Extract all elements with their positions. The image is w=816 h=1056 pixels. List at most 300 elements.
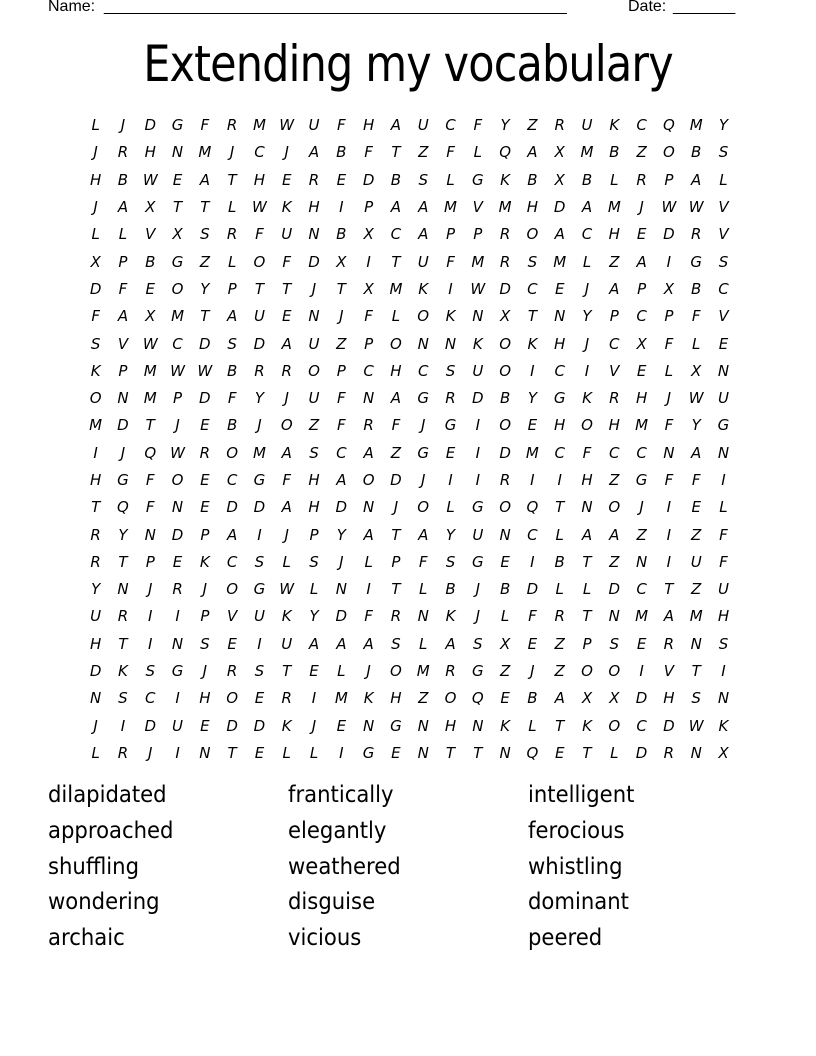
grid-cell[interactable]: N [417, 716, 429, 735]
grid-cell[interactable]: F [282, 471, 292, 489]
grid-cell[interactable]: C [554, 443, 565, 462]
grid-cell[interactable]: V [145, 225, 156, 244]
grid-cell[interactable]: M [553, 252, 567, 271]
grid-cell[interactable]: A [336, 471, 347, 489]
grid-cell[interactable]: K [445, 607, 456, 626]
grid-cell[interactable]: C [636, 116, 647, 135]
grid-cell[interactable]: W [142, 334, 158, 353]
grid-cell[interactable]: Z [636, 143, 647, 162]
grid-cell[interactable]: G [417, 389, 430, 408]
grid-cell[interactable]: V [718, 225, 729, 244]
grid-cell[interactable]: A [418, 225, 429, 244]
grid-cell[interactable]: G [635, 471, 648, 489]
grid-cell[interactable]: H [526, 198, 539, 217]
grid-cell[interactable]: O [308, 361, 320, 380]
grid-cell[interactable]: N [199, 743, 211, 762]
grid-cell[interactable]: W [170, 361, 185, 380]
grid-cell[interactable]: F [337, 116, 346, 135]
grid-cell[interactable]: F [691, 471, 701, 489]
grid-cell[interactable]: A [227, 525, 238, 544]
grid-cell[interactable]: O [226, 689, 239, 708]
grid-cell[interactable]: N [717, 689, 730, 708]
grid-cell[interactable]: P [118, 252, 128, 271]
grid-cell[interactable]: T [227, 170, 237, 189]
grid-cell[interactable]: F [364, 607, 373, 626]
grid-cell[interactable]: I [639, 662, 644, 681]
grid-cell[interactable]: F [582, 443, 592, 462]
grid-cell[interactable]: L [364, 552, 373, 571]
grid-cell[interactable]: J [666, 389, 672, 408]
grid-cell[interactable]: O [226, 443, 239, 462]
grid-cell[interactable]: P [364, 334, 374, 353]
grid-cell[interactable]: L [419, 634, 428, 653]
grid-cell[interactable]: R [281, 361, 292, 380]
grid-cell[interactable]: Z [609, 552, 620, 571]
grid-cell[interactable]: R [445, 389, 456, 408]
grid-cell[interactable]: C [718, 279, 729, 298]
grid-cell[interactable]: M [89, 416, 103, 435]
grid-cell[interactable]: S [391, 634, 401, 653]
grid-cell[interactable]: N [363, 716, 375, 735]
grid-cell[interactable]: C [609, 443, 620, 462]
grid-cell[interactable]: S [118, 689, 128, 708]
grid-cell[interactable]: I [666, 552, 672, 571]
grid-cell[interactable]: C [636, 716, 647, 735]
grid-cell[interactable]: R [554, 116, 565, 135]
grid-cell[interactable]: S [445, 552, 456, 571]
grid-cell[interactable]: X [663, 279, 675, 298]
grid-cell[interactable]: N [363, 498, 375, 517]
grid-cell[interactable]: F [719, 552, 728, 571]
grid-cell[interactable]: O [390, 662, 402, 681]
grid-cell[interactable]: R [663, 634, 675, 653]
grid-cell[interactable]: C [527, 279, 538, 298]
grid-cell[interactable]: F [664, 334, 674, 353]
grid-cell[interactable]: M [525, 443, 539, 462]
grid-cell[interactable]: P [309, 525, 319, 544]
grid-cell[interactable]: X [499, 634, 511, 653]
grid-cell[interactable]: A [554, 689, 565, 708]
grid-cell[interactable]: R [636, 170, 647, 189]
grid-cell[interactable]: N [117, 580, 129, 599]
grid-cell[interactable]: L [227, 252, 237, 271]
grid-cell[interactable]: K [582, 389, 592, 408]
grid-cell[interactable]: T [664, 580, 674, 599]
grid-cell[interactable]: S [418, 170, 428, 189]
grid-cell[interactable]: R [172, 580, 183, 599]
grid-cell[interactable]: E [281, 307, 292, 326]
grid-cell[interactable]: S [254, 552, 265, 571]
grid-cell[interactable]: L [309, 580, 319, 599]
grid-cell[interactable]: P [609, 307, 619, 326]
grid-cell[interactable]: T [282, 279, 292, 298]
grid-cell[interactable]: N [581, 498, 593, 517]
grid-cell[interactable]: P [473, 225, 483, 244]
grid-cell[interactable]: U [253, 607, 265, 626]
grid-cell[interactable]: D [362, 170, 375, 189]
grid-cell[interactable]: P [118, 361, 128, 380]
grid-cell[interactable]: R [609, 389, 620, 408]
grid-cell[interactable]: X [499, 307, 511, 326]
grid-cell[interactable]: M [143, 389, 157, 408]
grid-cell[interactable]: I [530, 552, 535, 571]
grid-cell[interactable]: T [118, 552, 128, 571]
grid-cell[interactable]: I [475, 416, 481, 435]
grid-cell[interactable]: H [390, 689, 402, 708]
grid-cell[interactable]: Z [609, 471, 620, 489]
grid-cell[interactable]: H [554, 416, 566, 435]
grid-cell[interactable]: H [90, 471, 102, 489]
grid-cell[interactable]: H [362, 116, 375, 135]
grid-cell[interactable]: K [582, 716, 592, 735]
grid-cell[interactable]: A [227, 307, 238, 326]
grid-cell[interactable]: M [252, 443, 266, 462]
grid-cell[interactable]: R [90, 552, 101, 571]
grid-cell[interactable]: I [557, 471, 562, 489]
grid-cell[interactable]: L [391, 307, 401, 326]
grid-cell[interactable]: Y [200, 279, 210, 298]
grid-cell[interactable]: I [175, 607, 180, 626]
grid-cell[interactable]: L [118, 225, 128, 244]
grid-cell[interactable]: H [554, 334, 566, 353]
grid-cell[interactable]: R [117, 607, 129, 626]
grid-cell[interactable]: F [227, 389, 237, 408]
grid-cell[interactable]: K [281, 716, 292, 735]
grid-cell[interactable]: X [90, 252, 101, 271]
grid-cell[interactable]: D [144, 116, 157, 135]
grid-cell[interactable]: X [336, 252, 347, 271]
name-field[interactable]: ____________________________________________________ [104, 0, 567, 15]
grid-cell[interactable]: E [200, 471, 210, 489]
grid-cell[interactable]: N [144, 525, 156, 544]
grid-cell[interactable]: T [200, 198, 210, 217]
grid-cell[interactable]: N [335, 580, 347, 599]
grid-cell[interactable]: L [282, 743, 291, 762]
grid-cell[interactable]: H [390, 361, 402, 380]
grid-cell[interactable]: D [663, 716, 675, 735]
grid-cell[interactable]: B [226, 416, 238, 435]
grid-cell[interactable]: L [555, 525, 564, 544]
grid-cell[interactable]: U [472, 525, 484, 544]
grid-cell[interactable]: N [363, 389, 375, 408]
grid-cell[interactable]: E [718, 334, 729, 353]
grid-cell[interactable]: I [120, 716, 126, 735]
grid-cell[interactable]: C [145, 689, 156, 708]
grid-cell[interactable]: D [117, 416, 129, 435]
grid-cell[interactable]: U [472, 361, 484, 380]
grid-cell[interactable]: Z [691, 525, 702, 544]
grid-cell[interactable]: M [252, 116, 266, 135]
grid-cell[interactable]: Y [254, 389, 265, 408]
grid-cell[interactable]: G [171, 662, 184, 681]
grid-cell[interactable]: T [172, 198, 183, 217]
grid-cell[interactable]: D [335, 607, 348, 626]
grid-cell[interactable]: C [363, 361, 374, 380]
grid-cell[interactable]: J [93, 716, 98, 735]
grid-cell[interactable]: Y [91, 580, 101, 599]
grid-cell[interactable]: B [117, 170, 129, 189]
grid-cell[interactable]: K [445, 307, 456, 326]
grid-cell[interactable]: I [721, 662, 726, 681]
grid-cell[interactable]: E [200, 716, 210, 735]
grid-cell[interactable]: U [308, 334, 320, 353]
grid-cell[interactable]: A [281, 334, 292, 353]
grid-cell[interactable]: O [226, 580, 239, 599]
grid-cell[interactable]: G [253, 580, 266, 599]
grid-cell[interactable]: J [93, 198, 98, 217]
grid-cell[interactable]: F [118, 279, 128, 298]
grid-cell[interactable]: D [226, 498, 238, 517]
grid-cell[interactable]: K [472, 334, 483, 353]
grid-cell[interactable]: D [199, 389, 211, 408]
grid-cell[interactable]: S [718, 252, 729, 271]
grid-cell[interactable]: R [117, 143, 129, 162]
grid-cell[interactable]: Y [718, 116, 729, 135]
grid-cell[interactable]: B [691, 279, 702, 298]
grid-cell[interactable]: J [120, 443, 126, 462]
grid-cell[interactable]: E [554, 279, 565, 298]
grid-cell[interactable]: Q [526, 743, 539, 762]
grid-cell[interactable]: X [554, 143, 565, 162]
grid-cell[interactable]: E [391, 743, 401, 762]
grid-cell[interactable]: N [663, 443, 675, 462]
grid-cell[interactable]: Z [418, 143, 429, 162]
grid-cell[interactable]: I [175, 689, 180, 708]
grid-cell[interactable]: Y [500, 116, 510, 135]
grid-cell[interactable]: J [311, 279, 317, 298]
grid-cell[interactable]: O [581, 416, 593, 435]
grid-cell[interactable]: D [144, 716, 157, 735]
grid-cell[interactable]: M [635, 607, 649, 626]
grid-cell[interactable]: X [636, 334, 647, 353]
grid-cell[interactable]: L [610, 743, 619, 762]
grid-cell[interactable]: L [582, 580, 592, 599]
grid-cell[interactable]: E [309, 662, 319, 681]
grid-cell[interactable]: N [499, 743, 511, 762]
grid-cell[interactable]: M [580, 143, 594, 162]
grid-cell[interactable]: F [145, 498, 155, 517]
grid-cell[interactable]: H [635, 389, 648, 408]
grid-cell[interactable]: Q [144, 443, 157, 462]
grid-cell[interactable]: R [445, 662, 456, 681]
grid-cell[interactable]: W [688, 716, 704, 735]
grid-cell[interactable]: U [417, 116, 429, 135]
date-field[interactable]: _______ [673, 0, 736, 15]
grid-cell[interactable]: K [609, 116, 620, 135]
grid-cell[interactable]: U [172, 716, 184, 735]
grid-cell[interactable]: O [499, 416, 511, 435]
grid-cell[interactable]: D [253, 716, 266, 735]
grid-cell[interactable]: N [90, 689, 102, 708]
grid-cell[interactable]: T [227, 743, 237, 762]
grid-cell[interactable]: J [639, 498, 644, 517]
grid-cell[interactable]: Q [526, 498, 539, 517]
grid-cell[interactable]: E [691, 498, 701, 517]
grid-cell[interactable]: J [420, 471, 426, 489]
grid-cell[interactable]: R [690, 225, 702, 244]
grid-cell[interactable]: P [336, 361, 346, 380]
grid-cell[interactable]: X [581, 689, 593, 708]
grid-cell[interactable]: Y [118, 525, 128, 544]
grid-cell[interactable]: S [227, 334, 237, 353]
grid-cell[interactable]: K [118, 662, 128, 681]
grid-cell[interactable]: T [555, 716, 565, 735]
grid-cell[interactable]: L [692, 334, 701, 353]
grid-cell[interactable]: L [282, 552, 291, 571]
grid-cell[interactable]: T [200, 307, 210, 326]
grid-cell[interactable]: V [609, 361, 620, 380]
grid-cell[interactable]: G [471, 662, 484, 681]
grid-cell[interactable]: O [608, 498, 621, 517]
grid-cell[interactable]: D [390, 471, 402, 489]
grid-cell[interactable]: U [717, 389, 729, 408]
grid-cell[interactable]: M [635, 416, 649, 435]
grid-cell[interactable]: R [117, 743, 129, 762]
grid-cell[interactable]: T [555, 498, 565, 517]
grid-cell[interactable]: B [336, 225, 347, 244]
grid-cell[interactable]: A [308, 143, 320, 162]
grid-cell[interactable]: L [446, 498, 455, 517]
grid-cell[interactable]: I [666, 498, 672, 517]
grid-cell[interactable]: Q [117, 498, 129, 517]
grid-cell[interactable]: M [334, 689, 348, 708]
grid-cell[interactable]: T [391, 580, 401, 599]
grid-cell[interactable]: B [226, 361, 238, 380]
grid-cell[interactable]: Y [582, 307, 592, 326]
grid-cell[interactable]: O [253, 252, 266, 271]
grid-cell[interactable]: J [93, 143, 98, 162]
grid-cell[interactable]: T [582, 552, 592, 571]
grid-cell[interactable]: E [227, 634, 237, 653]
grid-cell[interactable]: Y [691, 416, 701, 435]
grid-cell[interactable]: D [608, 580, 621, 599]
grid-cell[interactable]: P [200, 607, 210, 626]
grid-cell[interactable]: W [661, 198, 677, 217]
grid-cell[interactable]: H [253, 170, 266, 189]
grid-cell[interactable]: A [117, 307, 129, 326]
grid-cell[interactable]: M [416, 662, 430, 681]
grid-cell[interactable]: Q [662, 116, 675, 135]
grid-cell[interactable]: H [581, 471, 593, 489]
grid-cell[interactable]: W [197, 361, 213, 380]
grid-cell[interactable]: X [363, 279, 374, 298]
grid-cell[interactable]: K [418, 279, 429, 298]
grid-cell[interactable]: A [363, 634, 374, 653]
grid-cell[interactable]: H [608, 225, 620, 244]
grid-cell[interactable]: Y [527, 389, 537, 408]
grid-cell[interactable]: R [663, 743, 675, 762]
grid-cell[interactable]: P [664, 307, 674, 326]
grid-cell[interactable]: F [337, 416, 346, 435]
grid-cell[interactable]: A [363, 443, 374, 462]
grid-cell[interactable]: D [663, 225, 675, 244]
grid-cell[interactable]: I [366, 580, 371, 599]
grid-cell[interactable]: C [254, 143, 265, 162]
grid-cell[interactable]: N [171, 143, 184, 162]
grid-cell[interactable]: P [445, 225, 456, 244]
grid-cell[interactable]: H [308, 471, 320, 489]
grid-cell[interactable]: D [635, 743, 648, 762]
grid-cell[interactable]: B [554, 552, 565, 571]
grid-cell[interactable]: Z [336, 334, 347, 353]
grid-cell[interactable]: N [554, 307, 566, 326]
grid-cell[interactable]: L [473, 143, 482, 162]
grid-cell[interactable]: A [691, 443, 702, 462]
grid-cell[interactable]: S [145, 662, 155, 681]
grid-cell[interactable]: C [172, 334, 183, 353]
grid-cell[interactable]: L [582, 252, 592, 271]
grid-cell[interactable]: D [171, 525, 184, 544]
grid-cell[interactable]: Z [554, 634, 565, 653]
grid-cell[interactable]: B [499, 580, 511, 599]
grid-cell[interactable]: N [635, 552, 648, 571]
grid-cell[interactable]: L [91, 743, 100, 762]
grid-cell[interactable]: N [444, 334, 457, 353]
grid-cell[interactable]: N [499, 525, 511, 544]
grid-cell[interactable]: B [581, 170, 593, 189]
grid-cell[interactable]: O [171, 279, 184, 298]
grid-cell[interactable]: I [584, 361, 590, 380]
grid-cell[interactable]: T [91, 498, 101, 517]
grid-cell[interactable]: P [200, 525, 210, 544]
grid-cell[interactable]: V [227, 607, 238, 626]
grid-cell[interactable]: G [553, 389, 566, 408]
grid-cell[interactable]: A [281, 443, 292, 462]
grid-cell[interactable]: O [662, 143, 675, 162]
grid-cell[interactable]: N [690, 743, 702, 762]
grid-cell[interactable]: M [143, 361, 157, 380]
grid-cell[interactable]: J [366, 662, 371, 681]
grid-cell[interactable]: C [609, 334, 620, 353]
grid-cell[interactable]: G [690, 252, 702, 271]
grid-cell[interactable]: R [199, 443, 211, 462]
grid-cell[interactable]: Y [309, 607, 319, 626]
grid-cell[interactable]: K [500, 170, 511, 189]
grid-cell[interactable]: D [526, 580, 539, 599]
grid-cell[interactable]: I [530, 471, 535, 489]
grid-cell[interactable]: A [636, 252, 647, 271]
grid-cell[interactable]: N [417, 334, 429, 353]
grid-cell[interactable]: D [253, 498, 266, 517]
grid-cell[interactable]: A [663, 607, 675, 626]
grid-cell[interactable]: Z [390, 443, 402, 462]
grid-cell[interactable]: D [335, 498, 348, 517]
grid-cell[interactable]: W [279, 580, 295, 599]
grid-cell[interactable]: R [499, 225, 511, 244]
grid-cell[interactable]: B [527, 170, 538, 189]
grid-cell[interactable]: O [526, 225, 539, 244]
grid-cell[interactable]: T [391, 252, 401, 271]
grid-cell[interactable]: U [308, 389, 320, 408]
grid-cell[interactable]: W [142, 170, 158, 189]
grid-cell[interactable]: S [691, 689, 701, 708]
grid-cell[interactable]: J [311, 716, 317, 735]
grid-cell[interactable]: I [666, 525, 672, 544]
grid-cell[interactable]: I [311, 689, 317, 708]
grid-cell[interactable]: H [144, 143, 156, 162]
grid-cell[interactable]: F [91, 307, 100, 326]
grid-cell[interactable]: Z [609, 252, 620, 271]
grid-cell[interactable]: I [257, 634, 262, 653]
grid-cell[interactable]: G [417, 443, 430, 462]
grid-cell[interactable]: J [475, 607, 481, 626]
grid-cell[interactable]: W [279, 116, 295, 135]
grid-cell[interactable]: J [339, 552, 344, 571]
grid-cell[interactable]: E [254, 743, 265, 762]
grid-cell[interactable]: I [475, 443, 481, 462]
grid-cell[interactable]: F [200, 116, 210, 135]
grid-cell[interactable]: S [90, 334, 101, 353]
